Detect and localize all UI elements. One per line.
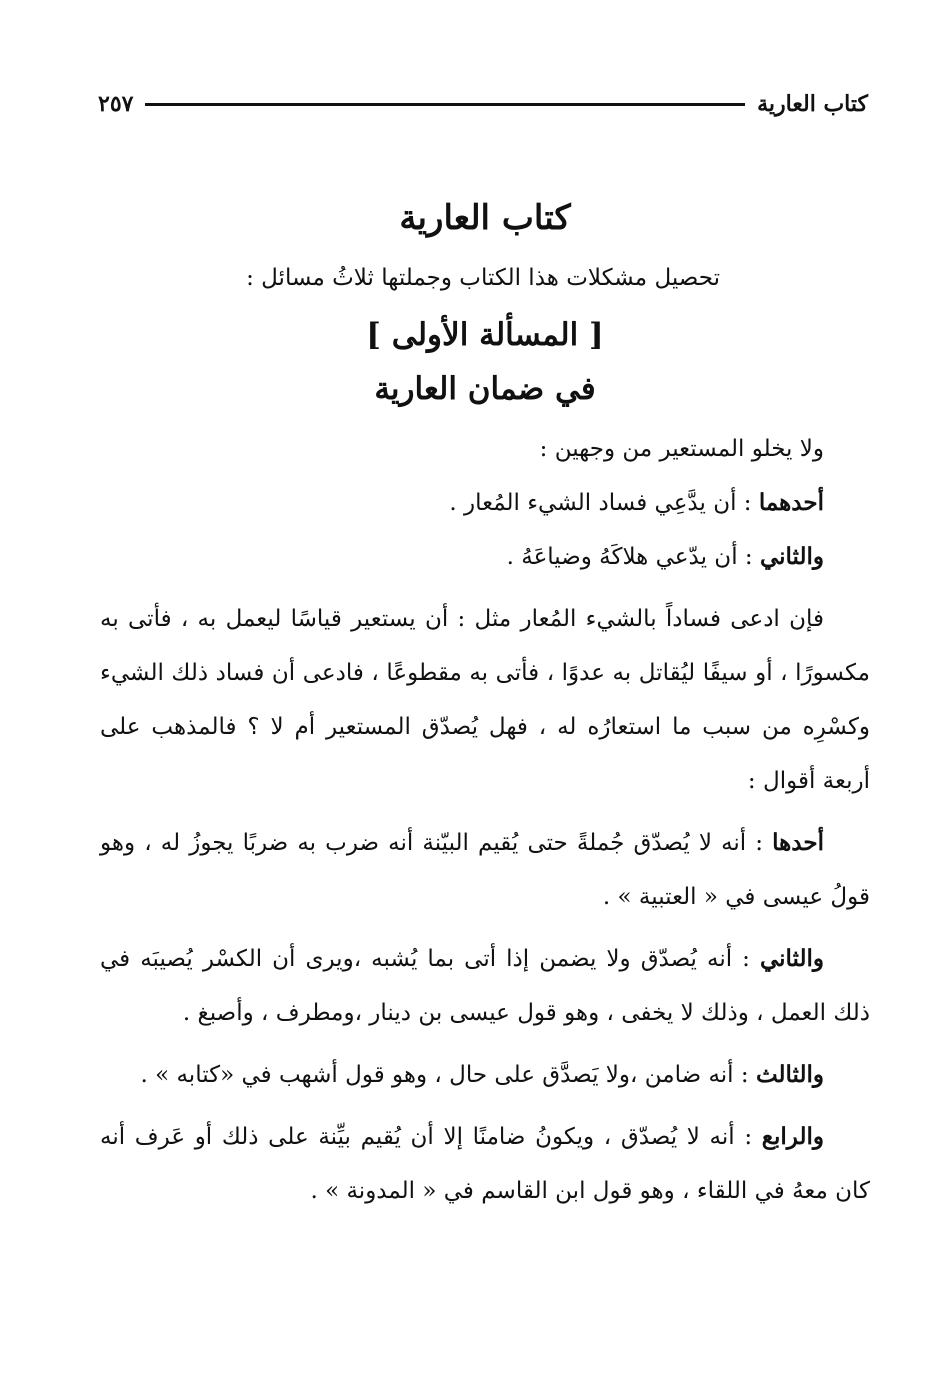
paragraph xyxy=(100,422,870,476)
paragraph-lead: أحدها xyxy=(772,829,824,856)
paragraph xyxy=(100,932,870,1040)
header-rule xyxy=(145,103,745,106)
paragraph-text: : أن يدّعي هلاكَهُ وضياعَهُ . xyxy=(506,544,760,570)
paragraph xyxy=(100,816,870,924)
paragraph-lead: والثاني xyxy=(759,945,824,972)
running-title: كتاب العارية xyxy=(757,91,868,117)
paragraph-text: : أنه يُصدّق ولا يضمن إذا أتى بما يُشبه ،ويرى أن الكسْر يُصيبَه في ذلك العمل ، وذلك لا يخفى ، وهو قول عيسى بن دينار ،ومطرف ، وأصبغ . xyxy=(100,946,870,1026)
paragraph-text: : أن يدَّعِي فساد الشيء المُعار . xyxy=(449,490,759,516)
paragraph-lead: والثالث xyxy=(755,1061,824,1088)
page-number: ٢٥٧ xyxy=(98,91,134,117)
paragraph-lead: أحدهما xyxy=(758,489,824,516)
paragraph xyxy=(100,476,870,530)
issue-subheading: في ضمان العارية xyxy=(374,371,596,407)
page-body xyxy=(100,192,870,1226)
page-header xyxy=(98,86,868,122)
paragraph xyxy=(100,592,870,808)
paragraph-text: فإن ادعى فساداً بالشيء المُعار مثل : أن يستعير قياسًا ليعمل به ، فأتى به مكسورًا ، أو سيفًا ليُقاتل به عدوًا ، فأتى به مقطوعًا ، فادعى أن فساد ذلك الشيء وكسْرِه من سبب ما استعارُه له ، فهل يُصدّق المستعير أم لا ؟ فالمذهب على أربعة أقوال : xyxy=(100,606,870,794)
paragraph xyxy=(100,530,870,584)
paragraph xyxy=(100,1110,870,1218)
paragraph-text: : أنه لا يُصدّق جُملةً حتى يُقيم البيّنة أنه ضرب به ضربًا يجوزُ له ، وهو قولُ عيسى في « العتبية » . xyxy=(100,830,870,910)
paragraph-text: : أنه ضامن ،ولا يَصدَّق على حال ، وهو قول أشهب في «كتابه » . xyxy=(140,1062,756,1088)
book-title: كتاب العارية xyxy=(399,198,571,238)
paragraph-lead: والثاني xyxy=(759,543,824,570)
paragraph xyxy=(100,1048,870,1102)
issue-heading: [ المسألة الأولى ] xyxy=(366,317,604,353)
intro-line: تحصيل مشكلات هذا الكتاب وجملتها ثلاثُ مسائل : xyxy=(246,265,720,291)
paragraph-lead: والرابع xyxy=(761,1123,824,1150)
paragraph-text: ولا يخلو المستعير من وجهين : xyxy=(539,436,824,462)
paragraph-text: : أنه لا يُصدّق ، ويكونُ ضامنًا إلا أن يُقيم بيِّنة على ذلك أو عَرف أنه كان معهُ في اللقاء ، وهو قول ابن القاسم في « المدونة » . xyxy=(100,1124,870,1204)
